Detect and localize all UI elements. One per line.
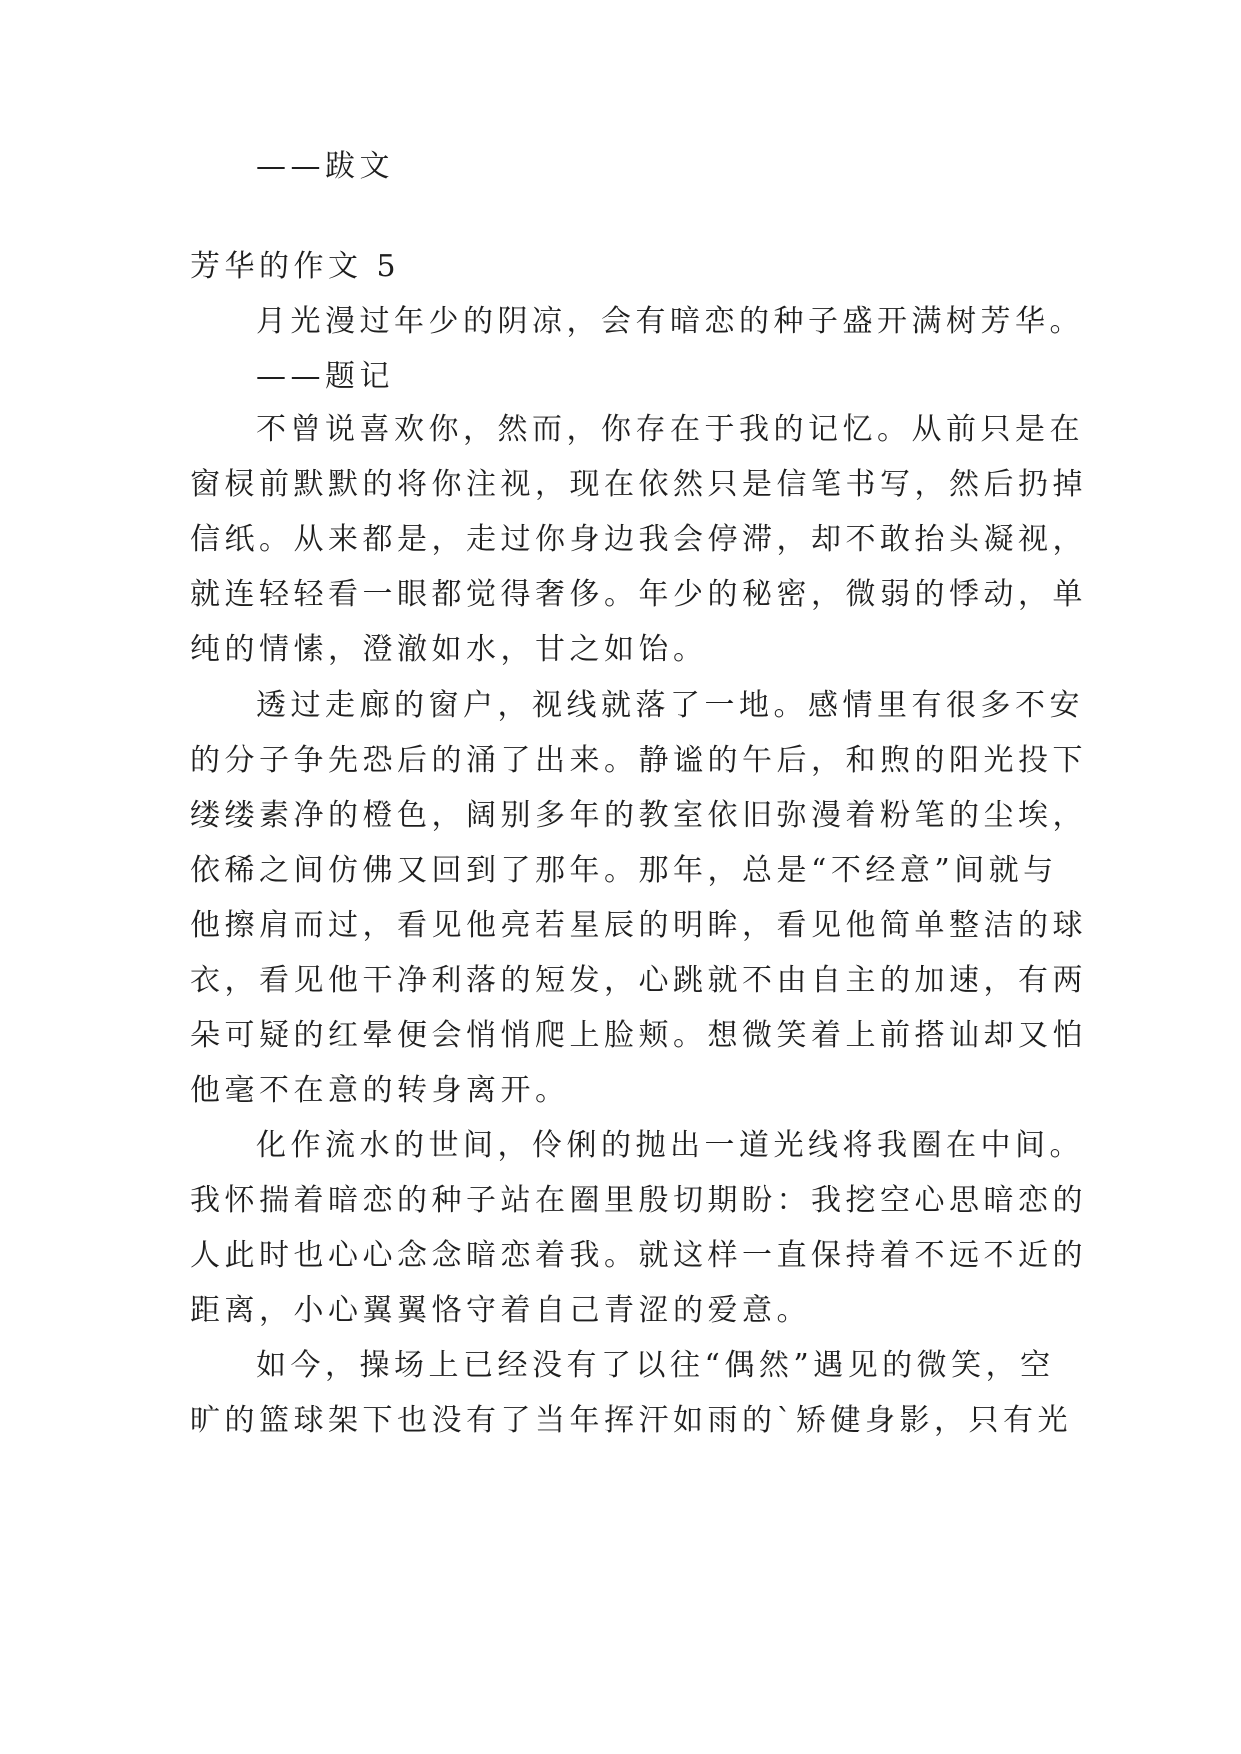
paragraph-2-line-1: 透过走廊的窗户，视线就落了一地。感情里有很多不安: [256, 688, 1084, 723]
paragraph-3-line-4: 距离，小心翼翼恪守着自己青涩的爱意。: [190, 1293, 811, 1328]
paragraph-1-line-5: 纯的情愫，澄澈如水，甘之如饴。: [190, 632, 708, 667]
paragraph-2-line-3: 缕缕素净的橙色，阔别多年的教室依旧弥漫着粉笔的尘埃，: [190, 798, 1087, 833]
epigraph: 月光漫过年少的阴凉，会有暗恋的种子盛开满树芳华。: [256, 304, 1084, 339]
paragraph-1-line-4: 就连轻轻看一眼都觉得奢侈。年少的秘密，微弱的悸动，单: [190, 577, 1087, 612]
paragraph-2-line-4: 依稀之间仿佛又回到了那年。那年，总是“不经意”间就与: [190, 853, 1058, 888]
paragraph-2-line-5: 他擦肩而过，看见他亮若星辰的明眸，看见他简单整洁的球: [190, 908, 1087, 943]
paragraph-2-line-2: 的分子争先恐后的涌了出来。静谧的午后，和煦的阳光投下: [190, 743, 1087, 778]
paragraph-4-line-2: 旷的篮球架下也没有了当年挥汗如雨的`矫健身影，只有光: [190, 1403, 1072, 1438]
paragraph-4-line-1: 如今，操场上已经没有了以往“偶然”遇见的微笑，空: [256, 1348, 1055, 1383]
essay-heading: 芳华的作文 5: [190, 249, 401, 284]
paragraph-1-line-3: 信纸。从来都是，走过你身边我会停滞，却不敢抬头凝视，: [190, 522, 1087, 557]
paragraph-2-line-8: 他毫不在意的转身离开。: [190, 1073, 570, 1108]
epigraph-signature: ——题记: [256, 359, 394, 394]
postscript-signature: ——跋文: [256, 149, 394, 184]
paragraph-2-line-6: 衣，看见他干净利落的短发，心跳就不由自主的加速，有两: [190, 963, 1087, 998]
paragraph-2-line-7: 朵可疑的红晕便会悄悄爬上脸颊。想微笑着上前搭讪却又怕: [190, 1018, 1087, 1053]
paragraph-3-line-2: 我怀揣着暗恋的种子站在圈里殷切期盼：我挖空心思暗恋的: [190, 1183, 1087, 1218]
paragraph-1-line-2: 窗棂前默默的将你注视，现在依然只是信笔书写，然后扔掉: [190, 467, 1087, 502]
paragraph-1-line-1: 不曾说喜欢你，然而，你存在于我的记忆。从前只是在: [256, 412, 1084, 447]
paragraph-3-line-1: 化作流水的世间，伶俐的抛出一道光线将我圈在中间。: [256, 1128, 1084, 1163]
paragraph-3-line-3: 人此时也心心念念暗恋着我。就这样一直保持着不远不近的: [190, 1238, 1087, 1273]
